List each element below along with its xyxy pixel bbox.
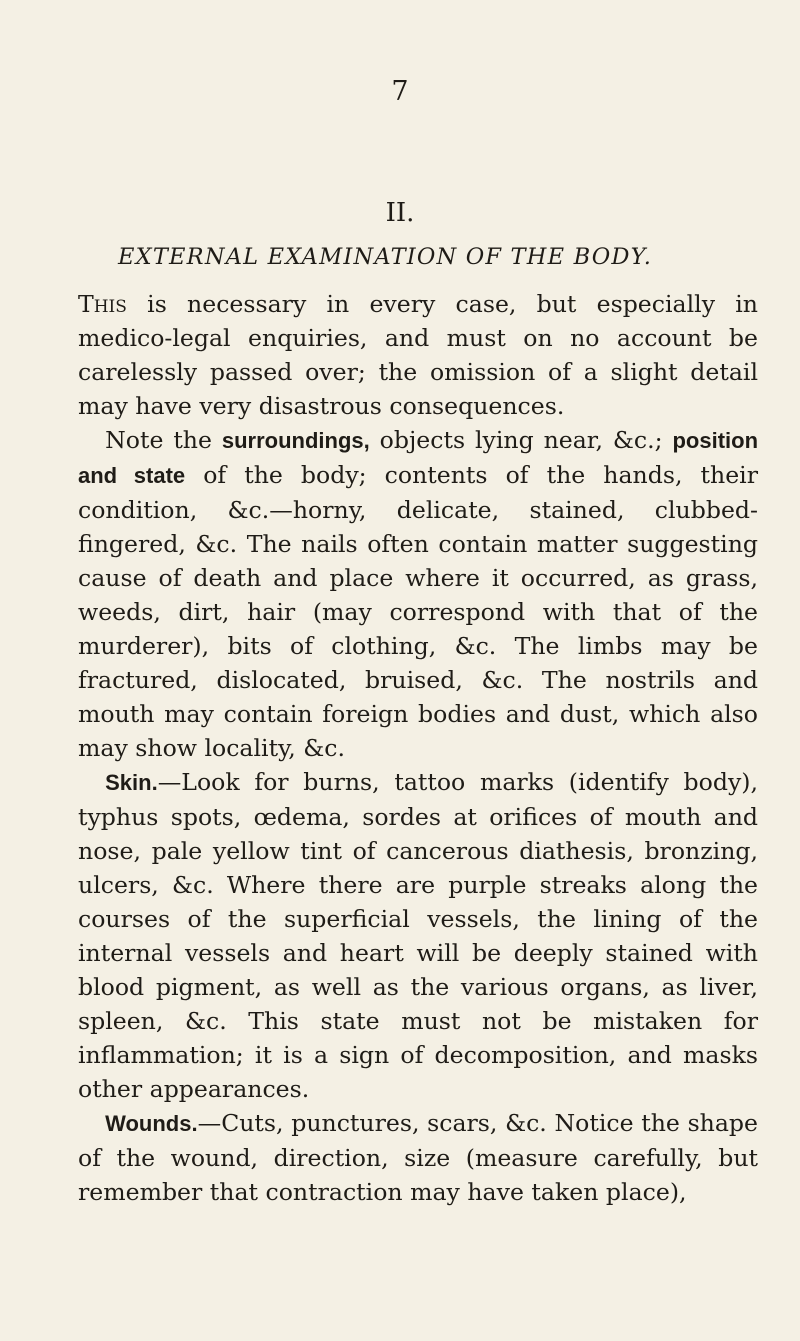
section-number: II. [385,198,415,228]
bold-term-position: position and state [78,428,759,488]
paragraph-intro [78,287,758,423]
paragraph-lead-word: This [78,290,127,318]
paragraph-text: —Cuts, punctures, scars, &c. Notice the shape of the wound, direction, size (measure carefully, but remember that contraction may have taken place), [78,1109,758,1206]
paragraph-wounds [78,1106,758,1209]
bold-term-skin: Skin. [105,770,158,795]
paragraph-text: objects lying near, &c.; [369,426,673,454]
paragraph-surroundings [78,423,758,765]
paragraph-skin [78,765,758,1106]
bold-term-surroundings: surroundings, [221,428,370,453]
paragraph-text: —Look for burns, tattoo marks (identify body), typhus spots, œdema, sordes at orifices of mouth and nose, pale yellow tint of cancerous diathesis, bronzing, ulcers, &c. Where there are purple streaks along the courses of the superficial vessels, the lining of the internal vessels and heart will be deeply stained with blood pigment, as well as the various organs, as liver, spleen, &c. This state must not be mistaken for inflammation; it is a sign of decomposition, and masks other appearances. [78,768,758,1103]
page-number: 7 [391,76,409,107]
body-text [78,287,758,1209]
paragraph-text: Note the [105,426,222,454]
section-title: EXTERNAL EXAMINATION OF THE BODY. [118,244,653,270]
paragraph-text: of the body; contents of the hands, their condition, &c.—horny, delicate, stained, clubbed-fingered, &c. The nails often contain matter suggesting cause of death and place where it occurred, as grass, weeds, dirt, hair (may correspond with that of the murderer), bits of clothing, &c. The limbs may be fractured, dislocated, bruised, &c. The nostrils and mouth may contain foreign bodies and dust, which also may show locality, &c. [78,461,758,762]
paragraph-text: is necessary in every case, but especially in medico-legal enquiries, and must on no account be carelessly passed over; the omission of a slight detail may have very disastrous consequences. [78,290,758,420]
bold-term-wounds: Wounds. [105,1111,198,1136]
